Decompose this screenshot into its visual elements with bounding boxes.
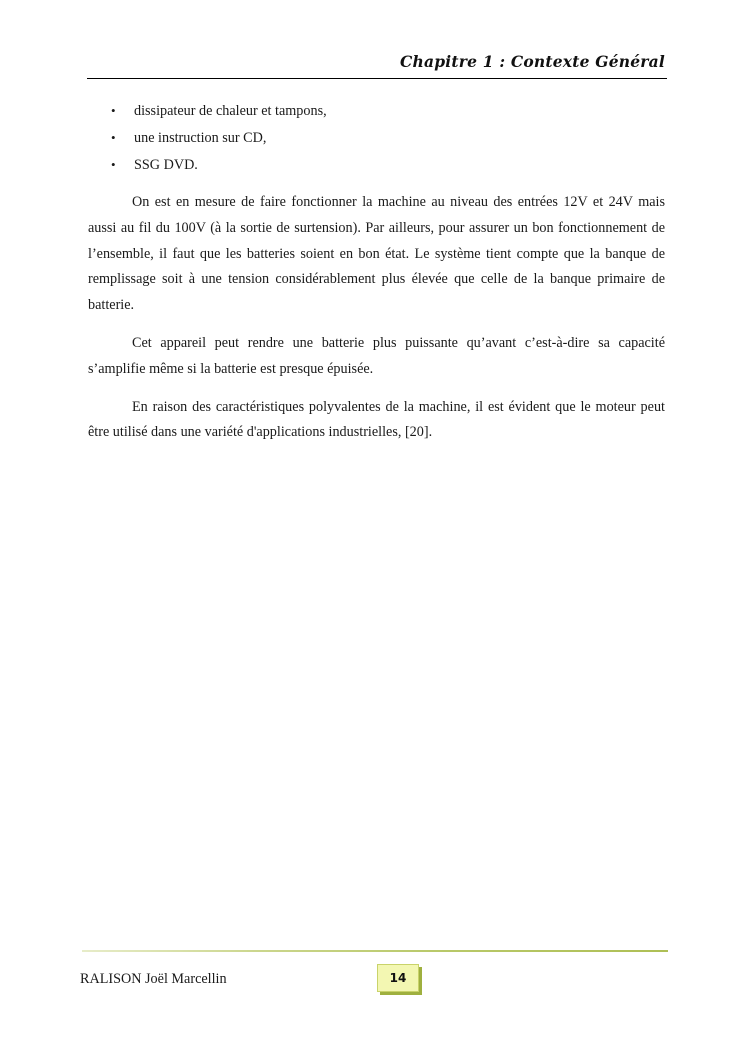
- bullet-list: [88, 100, 668, 181]
- list-item: [88, 100, 668, 127]
- page-number: 14: [377, 964, 419, 992]
- list-item: [88, 127, 668, 154]
- list-item: [88, 154, 668, 181]
- page-header: [87, 50, 667, 79]
- list-item-text: SSG DVD.: [134, 157, 198, 173]
- chapter-title: Chapitre 1 : Contexte Général: [399, 52, 665, 71]
- footer-divider: [82, 950, 668, 952]
- paragraph: En raison des caractéristiques polyvalentes de la machine, il est évident que le moteur peut être utilisé dans une variété d'applications industrielles, [20].: [88, 398, 665, 441]
- bullet-icon: •: [111, 103, 116, 118]
- paragraph: Cet appareil peut rendre une batterie plus puissante qu’avant c’est-à-dire sa capacité s’amplifie même si la batterie est presque épuisée.: [88, 334, 665, 377]
- list-item-text: une instruction sur CD,: [134, 130, 267, 146]
- list-item-text: dissipateur de chaleur et tampons,: [134, 103, 327, 119]
- bullet-icon: •: [111, 130, 116, 145]
- bullet-icon: •: [111, 157, 116, 172]
- footer-author: RALISON Joël Marcellin: [80, 971, 227, 987]
- body-text: [88, 190, 665, 458]
- paragraph: On est en mesure de faire fonctionner la machine au niveau des entrées 12V et 24V mais aussi au fil du 100V (à la sortie de surtension). Par ailleurs, pour assurer un bon fonctionnement de l’ensemble, il faut que les batteries soient en bon état. Le système tient compte que la banque de remplissage soit à une tension considérablement plus élevée que celle de la banque primaire de batterie.: [88, 194, 665, 314]
